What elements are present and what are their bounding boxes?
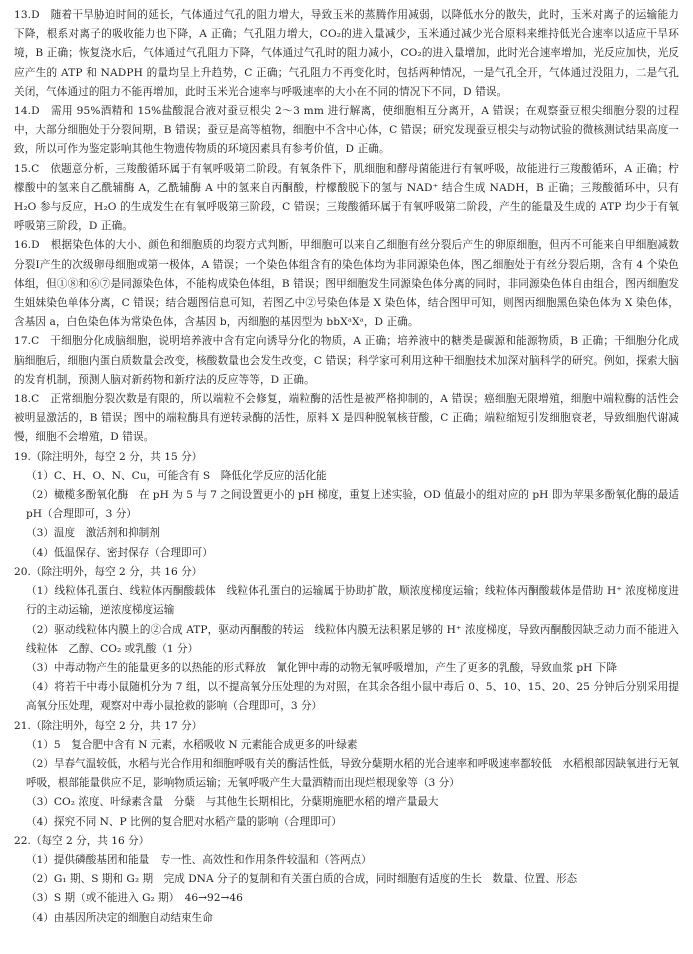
answer-21-part-2: （2）旱春气温较低，水稻与光合作用和细胞呼吸有关的酶活性低，导致分蘖期水稻的光合速率和呼吸速率都较低 水稻根部因缺氧进行无氧呼吸，根部能量供应不足，影响物质运输；无氧呼吸产生大量酒精而出现烂根现象等（3 分）	[26, 757, 679, 790]
answer-22-part-4: （4）由基因所决定的细胞自动结束生命	[26, 911, 213, 924]
answer-19-part-4: （4）低温保存、密封保存（合理即可）	[26, 546, 213, 559]
answer-17: 17.C 干细胞分化成脑细胞，说明培养液中含有定向诱导分化的物质，A 正确；培养液中的糖类是碳源和能源物质，B 正确；干细胞分化成脑细胞后，细胞内蛋白质数量会改变，核酸数量也会发生改变，C 错误；科学家可利用这种干细胞技术加深对脑科学的研究。例如，探索大脑的发育机制，预测人脑对新药物和新疗法的反应等等，D 正确。	[14, 335, 679, 386]
answer-19-part-3: （3）温度 激活剂和抑制剂	[26, 527, 160, 540]
answer-13: 13.D 随着干旱胁迫时间的延长，气体通过气孔的阻力增大，导致玉米的蒸腾作用减弱，以降低水分的散失，此时，玉米对离子的运输能力下降，根系对离子的吸收能力也下降，A 正确；气孔阻力增大，CO₂的进入量减少，玉米通过减少光合原料来维持低光合速率以适应干旱环境，B 正确；恢复浇水后，气体通过气孔阻力下降，气体通过气孔时的阻力减小，CO₂的进入量增加，此时光合速率增加，光反应加快，光反应产生的 ATP 和 NADPH 的量均呈上升趋势，C 正确；气孔阻力不再变化时，包括两种情况，一是气孔全开，气体通过没阻力，二是气孔关闭，气体通过的阻力不能再增加，此时玉米光合速率与呼吸速率的大小在不同的情况下不同，D 错误。	[14, 9, 679, 98]
answer-21-part-4: （4）探究不同 N、P 比例的复合肥对水稻产量的影响（合理即可）	[26, 815, 342, 828]
answer-22-heading: 22.（每空 2 分，共 16 分）	[14, 834, 150, 847]
answer-20-part-4: （4）将若干中毒小鼠随机分为 7 组，以不提高氧分压处理的为对照，在其余各组小鼠中毒后 0、5、10、15、20、25 分钟后分别采用提高氧分压处理，观察对中毒小鼠抢救的影响（合理即可，3 分）	[26, 681, 679, 713]
answer-16: 16.D 根据染色体的大小、颜色和细胞质的均裂方式判断，甲细胞可以来自乙细胞有丝分裂后产生的卵原细胞，但丙不可能来自甲细胞减数分裂Ⅰ产生的次级卵母细胞或第一极体，A 错误；一个染色体组含有的染色体均为非同源染色体，图乙细胞处于有丝分裂后期，含有 4 个染色体组，但①⑧和⑥⑦是同源染色体，不能构成染色体组，B 错误；图甲细胞发生同源染色体分离的同时，非同源染色体自由组合，图丙细胞发生姐妹染色单体分离，C 错误；结合题图信息可知，若图乙中②号染色体是 X 染色体，结合图甲可知，则图丙细胞黑色染色体为 X 染色体，含基因 a，白色染色体为常染色体，含基因 b，丙细胞的基因型为 bbXᵃXᵃ，D 正确。	[14, 239, 679, 329]
answer-20-heading: 20.（除注明外，每空 2 分，共 16 分）	[14, 565, 203, 578]
answer-14: 14.D 需用 95%酒精和 15%盐酸混合液对蚕豆根尖 2～3 mm 进行解离，使细胞相互分离开，A 错误；在观察蚕豆根尖细胞分裂的过程中，大部分细胞处于分裂间期，B 错误；蚕豆是高等植物，细胞中不含中心体，C 错误；研究发现蚕豆根尖与动物试验的微核测试结果高度一致，所以可作为鉴定影响其他生物遗传物质的环境因素具有参考价值，D 正确。	[14, 105, 679, 156]
answer-15: 15.C 依题意分析，三羧酸循环属于有氧呼吸第二阶段。有氧条件下，肌细胞和酵母菌能进行有氧呼吸，故能进行三羧酸循环，A 正确；柠檬酸中的氢来自乙酰辅酶 A，乙酰辅酶 A 中的氢来自丙酮酸，柠檬酸脱下的氢与 NAD⁺ 结合生成 NADH，B 正确；三羧酸循环中，只有 H₂O 参与反应，H₂O 的生成发生在有氧呼吸第三阶段，C 错误；三羧酸循环属于有氧呼吸第二阶段，产生的能量及生成的 ATP 均少于有氧呼吸第三阶段，D 正确。	[14, 162, 679, 233]
answer-19-part-1: （1）C、H、O、N、Cu，可能含有 S 降低化学反应的活化能	[26, 469, 327, 482]
answer-22-part-2: （2）G₁ 期、S 期和 G₂ 期 完成 DNA 分子的复制和有关蛋白质的合成，同时细胞有适度的生长 数量、位置、形态	[26, 873, 578, 886]
answer-22-part-3: （3）S 期（或不能进入 G₂ 期） 46→92→46	[26, 892, 243, 905]
answer-19-part-2: （2）橄榄多酚氧化酶 在 pH 为 5 与 7 之间设置更小的 pH 梯度，重复上述实验，OD 值最小的组对应的 pH 即为苹果多酚氧化酶的最适 pH（合理即可，3 分）	[26, 489, 679, 521]
answer-20-part-2: （2）驱动线粒体内膜上的②合成 ATP，驱动丙酮酸的转运 线粒体内膜无法积累足够的 H⁺ 浓度梯度，导致丙酮酸因缺乏动力而不能进入线粒体 乙醇、CO₂ 或乳酸（1 分）	[26, 623, 679, 655]
answer-18: 18.C 正常细胞分裂次数是有限的，所以端粒不会修复，端粒酶的活性是被严格抑制的，A 错误；癌细胞无限增殖，细胞中端粒酶的活性会被明显激活的，B 错误；图中的端粒酶具有逆转录酶的活性，原料 X 是四种脱氧核苷酸，C 正确；端粒缩短引发细胞衰老，导致细胞代谢减慢，细胞不会增殖，D 错误。	[14, 393, 679, 444]
answer-21-heading: 21.（除注明外，每空 2 分，共 17 分）	[14, 719, 203, 732]
answer-21-part-3: （3）CO₂ 浓度、叶绿素含量 分蘖 与其他生长期相比，分蘖期施肥水稻的增产量最大	[26, 796, 439, 809]
answer-21-part-1: （1）5 复合肥中含有 N 元素，水稻吸收 N 元素能合成更多的叶绿素	[26, 738, 358, 751]
answer-20-part-1: （1）线粒体孔蛋白、线粒体丙酮酸载体 线粒体孔蛋白的运输属于协助扩散，顺浓度梯度运输；线粒体丙酮酸载体是借助 H⁺ 浓度梯度进行的主动运输，逆浓度梯度运输	[26, 585, 679, 617]
answer-19-heading: 19.（除注明外，每空 2 分，共 15 分）	[14, 450, 203, 463]
answer-20-part-3: （3）中毒动物产生的能量更多的以热能的形式释放 氰化钾中毒的动物无氧呼吸增加，产生了更多的乳酸，导致血浆 pH 下降	[26, 661, 617, 674]
answer-22-part-1: （1）提供磷酸基团和能量 专一性、高效性和作用条件较温和（答两点）	[26, 853, 372, 866]
